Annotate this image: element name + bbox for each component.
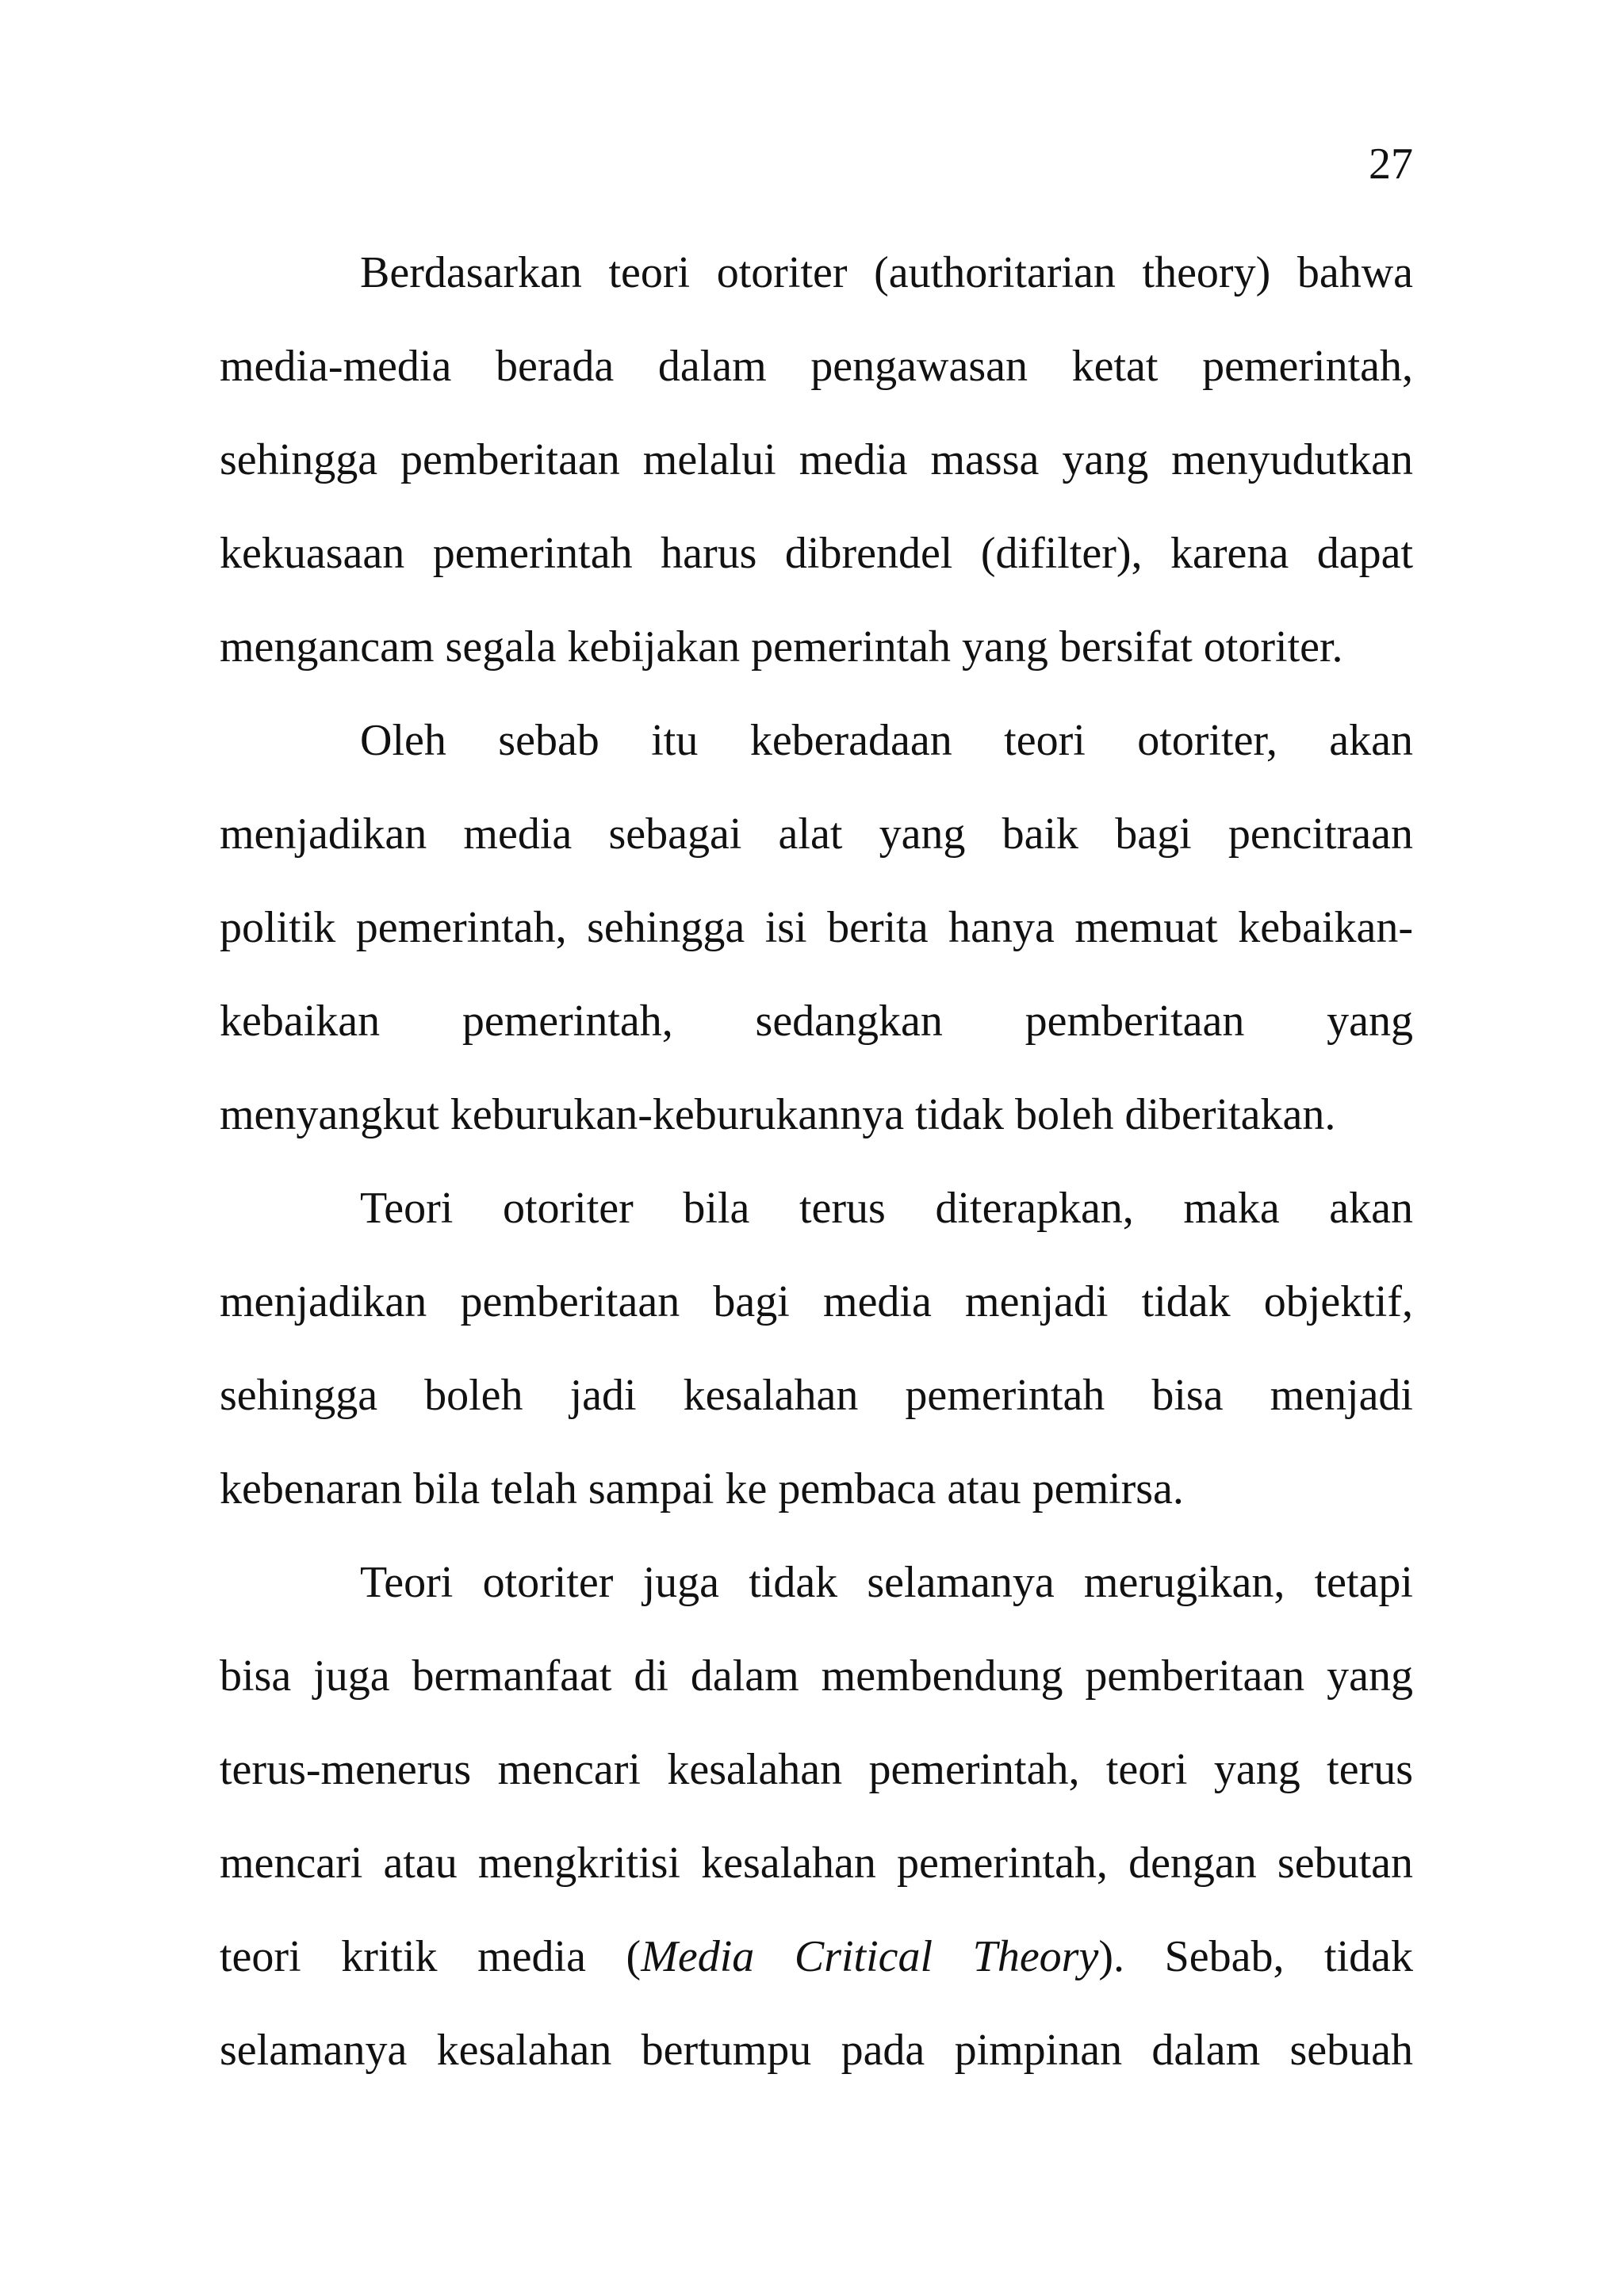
paragraph-3-line-1: Teori otoriter bila terus diterapkan, maka akan [360, 1184, 1413, 1233]
paragraph-1-line-5: mengancam segala kebijakan pemerintah yang bersifat otoriter. [220, 622, 1343, 672]
paragraph-1-line-3: sehingga pemberitaan melalui media massa yang menyudutkan [220, 435, 1413, 484]
paragraph-2-line-2: menjadikan media sebagai alat yang baik bagi pencitraan [220, 809, 1413, 859]
paragraph-3-line-3: sehingga boleh jadi kesalahan pemerintah bisa menjadi [220, 1371, 1413, 1420]
paragraph-2-line-4: kebaikan pemerintah, sedangkan pemberitaan yang [220, 997, 1413, 1046]
paragraph-1-line-1: Berdasarkan teori otoriter (authoritarian theory) bahwa [360, 248, 1413, 297]
paragraph-1-line-4: kekuasaan pemerintah harus dibrendel (difilter), karena dapat [220, 529, 1413, 578]
paragraph-4-line-2: bisa juga bermanfaat di dalam membendung pemberitaan yang [220, 1651, 1413, 1701]
paragraph-2-line-3: politik pemerintah, sehingga isi berita hanya memuat kebaikan- [220, 903, 1413, 952]
paragraph-3-line-4: kebenaran bila telah sampai ke pembaca atau pemirsa. [220, 1464, 1184, 1513]
page-number: 27 [1369, 140, 1413, 189]
paragraph-2-line-1: Oleh sebab itu keberadaan teori otoriter, akan [360, 716, 1413, 765]
media-critical-theory-term: Media Critical Theory [641, 1932, 1099, 1981]
paragraph-4-line-5 [220, 1929, 1413, 2022]
italic-line-after: ). Sebab, tidak [1098, 1932, 1414, 1981]
paragraph-1-line-2: media-media berada dalam pengawasan ketat pemerintah, [220, 342, 1413, 391]
paragraph-2-line-5: menyangkut keburukan-keburukannya tidak boleh diberitakan. [220, 1090, 1336, 1139]
paragraph-4-line-6: selamanya kesalahan bertumpu pada pimpinan dalam sebuah [220, 2026, 1413, 2075]
italic-line-before: teori kritik media ( [220, 1932, 642, 1981]
paragraph-4-line-1: Teori otoriter juga tidak selamanya merugikan, tetapi [360, 1558, 1413, 1607]
paragraph-4-line-4: mencari atau mengkritisi kesalahan pemerintah, dengan sebutan [220, 1839, 1413, 1888]
body-text [220, 245, 1413, 2116]
paragraph-3-line-2: menjadikan pemberitaan bagi media menjadi tidak objektif, [220, 1277, 1413, 1326]
paragraph-4-line-3: terus-menerus mencari kesalahan pemerintah, teori yang terus [220, 1745, 1413, 1794]
